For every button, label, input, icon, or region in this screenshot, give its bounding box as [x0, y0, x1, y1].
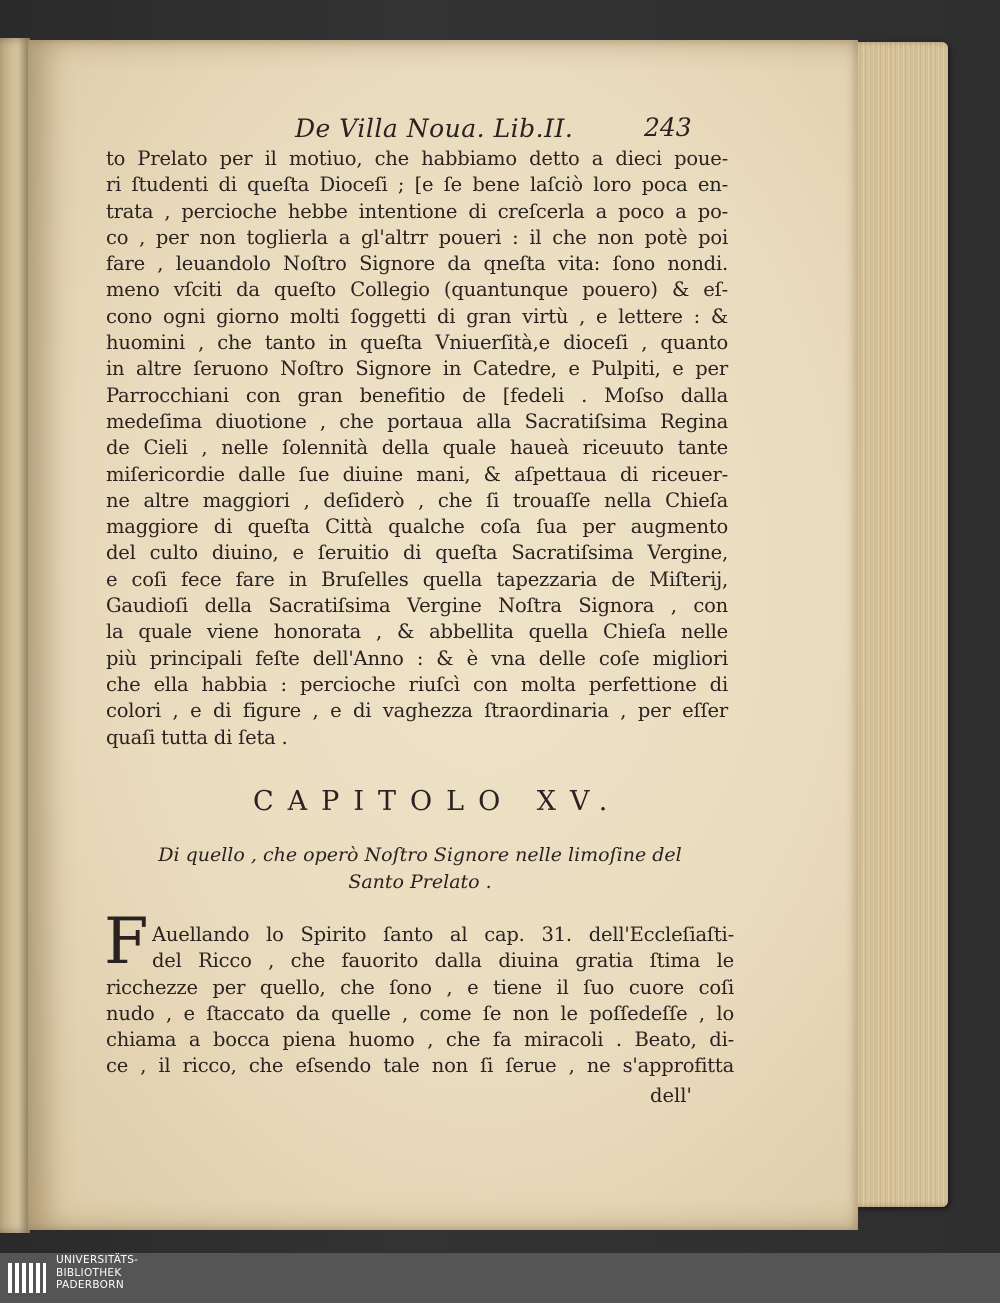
catchword: dell': [650, 1084, 692, 1107]
library-name-line: UNIVERSITÄTS-: [56, 1254, 139, 1266]
body-text: [106, 146, 728, 751]
drop-cap: F: [104, 905, 149, 979]
page-number: 243: [644, 113, 692, 142]
text-line: colori , e di figure , e di vaghezza ſtraordinaria , per eſſer: [106, 699, 728, 723]
text-line: medeſima diuotione , che portaua alla Sacratiſsima Regina: [106, 409, 728, 433]
chapter-subtitle: Santo Prelato .: [348, 871, 492, 893]
text-line: chiama a bocca piena huomo , che fa miracoli . Beato, di-: [106, 1028, 734, 1052]
text-line: ri ſtudenti di queſta Dioceſi ; [e ſe bene laſciò loro poca en-: [106, 173, 728, 197]
text-line: Gaudioſi della Sacratiſsima Vergine Noſtra Signora , con: [106, 594, 728, 618]
text-line: in altre ſeruono Noſtro Signore in Catedre, e Pulpiti, e per: [106, 357, 728, 381]
text-line: e coſi fece fare in Bruſelles quella tapezzaria de Miſterij,: [106, 567, 728, 591]
text-line: nudo , e ſtaccato da quelle , come ſe non le poſſedeſſe , lo: [106, 1001, 734, 1025]
text-line: cono ogni giorno molti ſoggetti di gran virtù , e lettere : &: [106, 304, 728, 328]
paragraph-text: [106, 922, 734, 1080]
footer-bar: [0, 1253, 1000, 1303]
text-line: trata , percioche hebbe intentione di creſcerla a poco a po-: [106, 199, 728, 223]
text-line: ce , il ricco, che eſsendo tale non ſi ſerue , ne s'approfitta: [106, 1054, 734, 1078]
text-line: maggiore di queſta Città qualche coſa ſua per augmento: [106, 515, 728, 539]
text-line: del Ricco , che fauorito dalla diuina gratia ſtima le: [152, 949, 734, 973]
facing-page-edge: [0, 38, 30, 1233]
text-line: co , per non toglierla a gl'altrr poueri : il che non potè poi: [106, 225, 728, 249]
library-name-line: BIBLIOTHEK: [56, 1266, 122, 1279]
running-title: De Villa Noua. Lib.II.: [295, 114, 574, 143]
book-fore-edge: [852, 42, 948, 1207]
text-line: quaſi tutta di ſeta .: [106, 725, 288, 749]
chapter-heading: CAPITOLO XV.: [253, 786, 622, 817]
text-line: miſericordie dalle ſue diuine mani, & aſpettaua di riceuer-: [106, 462, 728, 486]
text-line: meno vſciti da queſto Collegio (quantunque pouero) & eſ-: [106, 278, 728, 302]
text-line: de Cieli , nelle ſolennità della quale haueà riceuuto tante: [106, 436, 728, 460]
text-line: ne altre maggiori , deſiderò , che ſi trouaſſe nella Chieſa: [106, 488, 728, 512]
text-line: fare , leuandolo Noſtro Signore da qneſta vita: ſono nondi.: [106, 252, 728, 276]
text-line: ricchezze per quello, che ſono , e tiene il ſuo cuore coſi: [106, 975, 734, 999]
text-line: to Prelato per il motiuo, che habbiamo detto a dieci poue-: [106, 147, 728, 170]
text-line: più principali feſte dell'Anno : & è vna delle coſe migliori: [106, 646, 728, 670]
text-line: Auellando lo Spirito ſanto al cap. 31. dell'Eccleſiaſti-: [152, 923, 734, 946]
text-line: che ella habbia : percioche riuſcì con molta perfettione di: [106, 672, 728, 696]
library-name: [56, 1254, 138, 1292]
text-line: Parrocchiani con gran benefitio de [fedeli . Moſso dalla: [106, 383, 728, 407]
library-logo-icon: [6, 1259, 48, 1297]
text-line: del culto diuino, e ſeruitio di queſta Sacratiſsima Vergine,: [106, 541, 728, 565]
text-line: la quale viene honorata , & abbellita quella Chieſa nelle: [106, 620, 728, 644]
chapter-subtitle: Di quello , che operò Noſtro Signore nelle limoſine del: [158, 844, 682, 866]
text-line: huomini , che tanto in queſta Vniuerſità,e dioceſi , quanto: [106, 331, 728, 355]
library-name-line: PADERBORN: [56, 1279, 124, 1291]
